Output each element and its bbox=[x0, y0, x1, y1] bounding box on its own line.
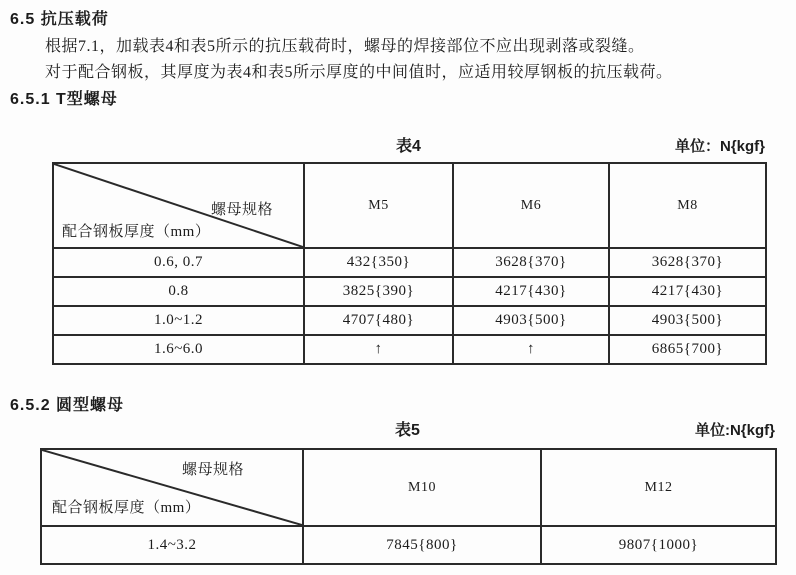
table-row bbox=[53, 306, 766, 335]
table5-row1-thickness: 1.4~3.2 bbox=[41, 526, 303, 564]
table5-caption-row bbox=[40, 419, 775, 443]
table5-round-nut-loads bbox=[40, 448, 777, 565]
table5-row1-m10: 7845{800} bbox=[303, 526, 541, 564]
table-row bbox=[53, 335, 766, 364]
table4-row1-m8: 3628{370} bbox=[609, 248, 766, 277]
table4-corner-col-label: 螺母规格 bbox=[210, 202, 273, 218]
table5-corner-col-label: 螺母规格 bbox=[181, 462, 244, 478]
section-heading-6-5-2: 6.5.2 圆型螺母 bbox=[10, 397, 125, 414]
table4-row2-m5: 3825{390} bbox=[304, 277, 453, 306]
table4-row4-m8: 6865{700} bbox=[609, 335, 766, 364]
table4-row4-thickness: 1.6~6.0 bbox=[53, 335, 304, 364]
table-row bbox=[53, 277, 766, 306]
table4-row3-m8: 4903{500} bbox=[609, 306, 766, 335]
table4-row2-thickness: 0.8 bbox=[53, 277, 304, 306]
table4-row4-m6-up-arrow-icon: ↑ bbox=[453, 335, 609, 364]
table4-row2-m6: 4217{430} bbox=[453, 277, 609, 306]
table5-header-row bbox=[41, 449, 776, 526]
section-heading-6-5-1: 6.5.1 T型螺母 bbox=[10, 91, 118, 108]
section-heading-6-5: 6.5 抗压载荷 bbox=[10, 11, 109, 28]
table4-row3-m6: 4903{500} bbox=[453, 306, 609, 335]
table5-corner-cell bbox=[41, 449, 303, 526]
table4-row1-thickness: 0.6, 0.7 bbox=[53, 248, 304, 277]
table4-caption-row bbox=[52, 135, 765, 159]
table5-col-header-m12: M12 bbox=[541, 449, 776, 526]
table4-col-header-m6: M6 bbox=[453, 163, 609, 248]
table4-row3-m5: 4707{480} bbox=[304, 306, 453, 335]
table4-col-header-m5: M5 bbox=[304, 163, 453, 248]
table5-caption: 表5 bbox=[395, 422, 420, 439]
paragraph-load-condition: 根据7.1，加载表4和表5所示的抗压载荷时，螺母的焊接部位不应出现剥落或裂缝。 bbox=[45, 38, 645, 55]
table5-corner-row-label: 配合钢板厚度（mm） bbox=[52, 500, 201, 516]
table4-unit-label: 单位：N{kgf} bbox=[674, 138, 765, 155]
table5-row1-m12: 9807{1000} bbox=[541, 526, 776, 564]
table4-corner-row-label: 配合钢板厚度（mm） bbox=[62, 224, 211, 240]
table-row bbox=[53, 248, 766, 277]
table4-corner-cell bbox=[53, 163, 304, 248]
table4-row1-m5: 432{350} bbox=[304, 248, 453, 277]
table4-row2-m8: 4217{430} bbox=[609, 277, 766, 306]
table5-col-header-m10: M10 bbox=[303, 449, 541, 526]
table4-row4-m5-up-arrow-icon: ↑ bbox=[304, 335, 453, 364]
table4-header-row bbox=[53, 163, 766, 248]
table5-unit-label: 单位:N{kgf} bbox=[694, 422, 775, 439]
table4-col-header-m8: M8 bbox=[609, 163, 766, 248]
table4-t-nut-loads bbox=[52, 162, 767, 365]
table4-row3-thickness: 1.0~1.2 bbox=[53, 306, 304, 335]
paragraph-plate-thickness: 对于配合钢板，其厚度为表4和表5所示厚度的中间值时，应适用较厚钢板的抗压载荷。 bbox=[45, 64, 673, 81]
table4-row1-m6: 3628{370} bbox=[453, 248, 609, 277]
table4-caption: 表4 bbox=[396, 138, 421, 155]
table-row bbox=[41, 526, 776, 564]
